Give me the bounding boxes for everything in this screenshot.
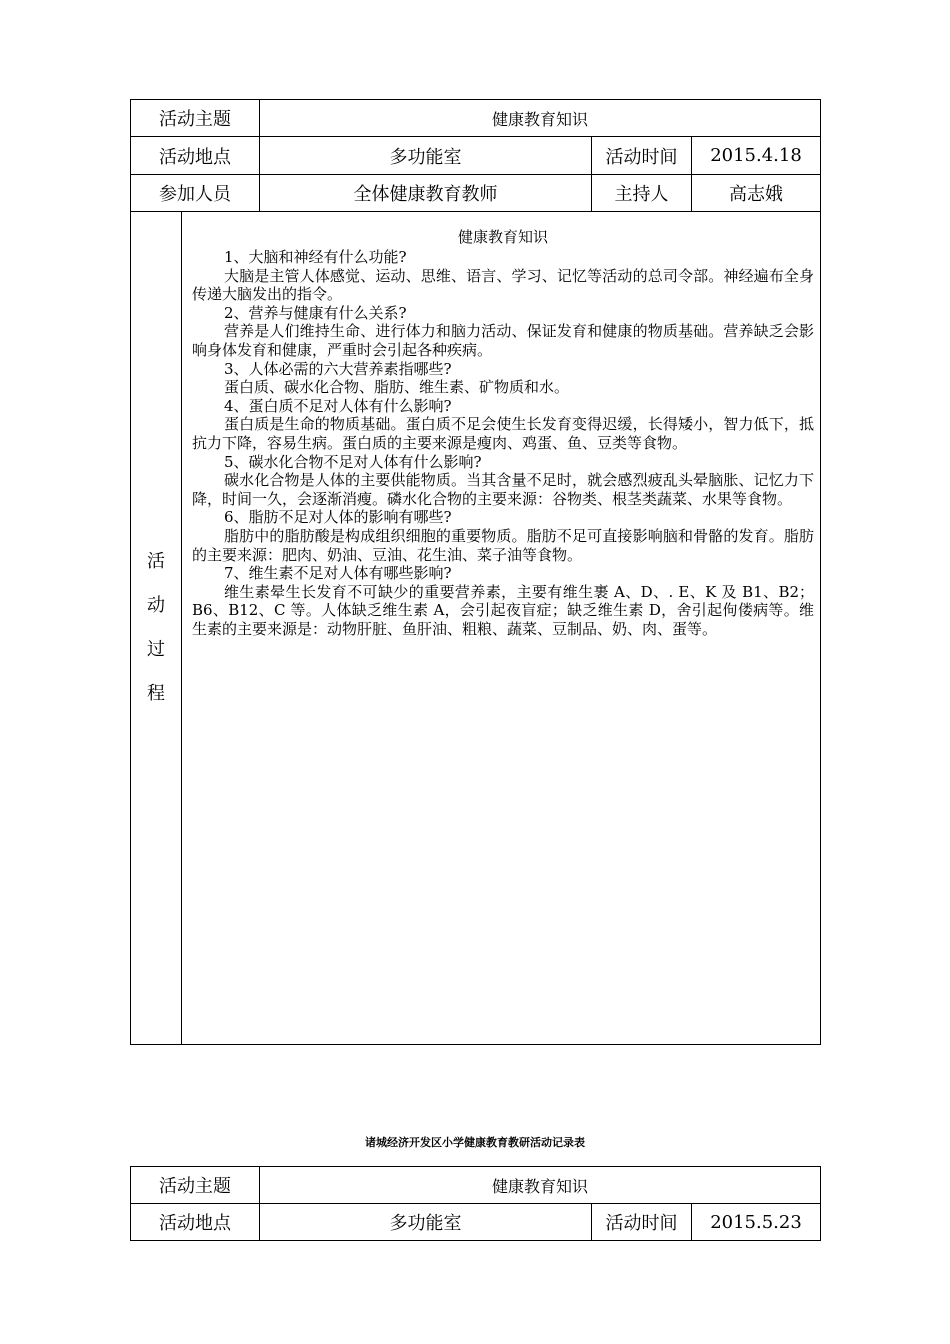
process-paragraph: 碳水化合物是人体的主要供能物质。当其含量不足时，就会感烈疲乱头晕脑胀、记忆力下降，时间一久，会逐渐消瘦。磷水化合物的主要来源：谷物类、根茎类蔬菜、水果等食物。 xyxy=(192,471,815,508)
process-paragraph: 1、大脑和神经有什么功能? xyxy=(224,248,407,266)
process-paragraphs xyxy=(192,248,814,638)
process-label-char: 活 xyxy=(147,551,165,572)
process-paragraph: 大脑是主管人体感觉、运动、思维、语言、学习、记忆等活动的总司令部。神经遍布全身传递大脑发出的指令。 xyxy=(192,266,815,304)
topic-row xyxy=(131,1167,821,1204)
process-row xyxy=(131,212,821,1045)
form-caption: 诸城经济开发区小学健康教育教研活动记录表 xyxy=(365,1136,585,1149)
place-value: 多功能室 xyxy=(260,137,592,175)
topic-value: 健康教育知识 xyxy=(260,1167,821,1204)
process-paragraph: 蛋白质、碳水化合物、脂肪、维生素、矿物质和水。 xyxy=(224,378,570,397)
participants-value: 全体健康教育教师 xyxy=(260,175,592,212)
time-value: 2015.5.23 xyxy=(692,1204,821,1241)
process-paragraph: 蛋白质是生命的物质基础。蛋白质不足会使生长发育变得迟缓，长得矮小，智力低下，抵抗力下降，容易生病。蛋白质的主要来源是瘦肉、鸡蛋、鱼、豆类等食物。 xyxy=(192,415,815,452)
process-paragraph: 2、营养与健康有什么关系? xyxy=(224,303,407,322)
activity-record-table-1 xyxy=(130,99,821,1045)
process-content xyxy=(182,212,821,1045)
process-paragraph: 脂肪中的脂肪酸是构成组织细胞的重要物质。脂肪不足可直接影响脑和骨骼的发育。脂肪的主要来源：肥肉、奶油、豆油、花生油、菜子油等食物。 xyxy=(192,526,815,564)
participants-label: 参加人员 xyxy=(131,175,260,212)
process-paragraph: 4、蛋白质不足对人体有什么影响? xyxy=(224,396,452,415)
topic-label: 活动主题 xyxy=(131,1167,260,1204)
topic-row xyxy=(131,100,821,137)
topic-label: 活动主题 xyxy=(131,100,260,137)
place-time-row xyxy=(131,1204,821,1241)
place-label: 活动地点 xyxy=(131,1204,260,1241)
time-label: 活动时间 xyxy=(592,137,692,175)
process-paragraph: 3、人体必需的六大营养素指哪些? xyxy=(224,359,452,378)
place-time-row xyxy=(131,137,821,175)
process-paragraph: 维生素晕生长发育不可缺少的重要营养素，主要有维生裹 A、D、. E、K 及 B1、B2；B6、B12、C 等。人体缺乏维生素 A，会引起夜盲症；缺乏维生素 D，舍引起佝偻病等。维生素的主要来源是：动物肝脏、鱼肝油、粗粮、蔬菜、豆制品、奶、肉、蛋等。 xyxy=(192,582,815,638)
host-value: 高志娥 xyxy=(692,175,821,212)
host-label: 主持人 xyxy=(592,175,692,212)
process-paragraph: 6、脂肪不足对人体的影响有哪些? xyxy=(224,508,452,527)
activity-record-table-2 xyxy=(130,1166,821,1241)
process-paragraph: 7、维生素不足对人体有哪些影响? xyxy=(224,564,452,583)
process-label-char: 过 xyxy=(147,639,165,660)
process-paragraph: 营养是人们维持生命、进行体力和脑力活动、保证发育和健康的物质基础。营养缺乏会影响身体发育和健康，严重时会引起各种疾病。 xyxy=(192,322,815,359)
time-value: 2015.4.18 xyxy=(692,137,821,175)
topic-value: 健康教育知识 xyxy=(260,100,821,137)
place-value: 多功能室 xyxy=(260,1204,592,1241)
participants-row xyxy=(131,175,821,212)
time-label: 活动时间 xyxy=(592,1204,692,1241)
process-paragraph: 5、碳水化合物不足对人体有什么影响? xyxy=(224,452,482,471)
process-label xyxy=(131,212,182,1045)
place-label: 活动地点 xyxy=(131,137,260,175)
process-label-char: 动 xyxy=(147,595,165,616)
process-label-char: 程 xyxy=(147,683,165,704)
process-title: 健康教育知识 xyxy=(458,228,549,246)
